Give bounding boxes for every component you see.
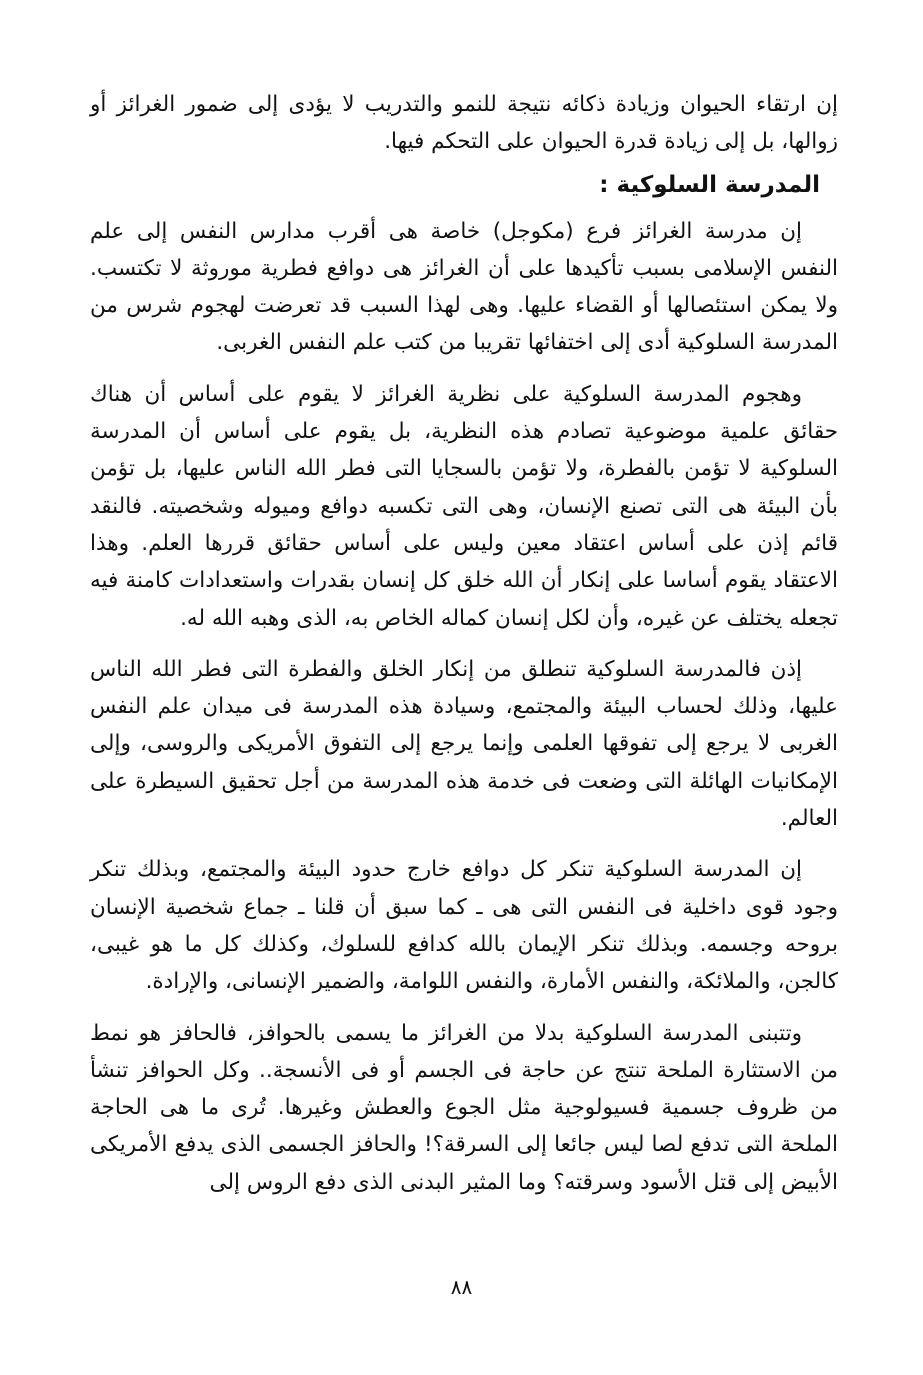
section-heading-behaviorism: المدرسة السلوكية : [599, 171, 820, 198]
paragraph-denial-of-creation: إذن فالمدرسة السلوكية تنطلق من إنكار الخلق والفطرة التى فطر الله الناس عليها، وذلك لحساب البيئة والمجتمع، وسيادة هذه المدرسة فى ميدان علم النفس الغربى لا يرجع إلى تفوقها العلمى وإنما يرجع إلى التفوق الأمريكى والروسى، وإلى الإمكانيات الهائلة التى وضعت فى خدمة هذه المدرسة من أجل تحقيق السيطرة على العالم. [90, 656, 838, 832]
paragraph-gap [90, 362, 838, 376]
paragraph-gap [90, 637, 838, 651]
paragraph-drives: وتتبنى المدرسة السلوكية بدلا من الغرائز ما يسمى بالحوافز، فالحافز هو نمط من الاستثارة الملحة تنتج عن حاجة فى الجسم أو فى الأنسجة.. وكل الحوافز تنشأ من ظروف جسمية فسيولوجية مثل الجوع والعطش وغيرها. تُرى ما هى الحاجة الملحة التى تدفع لصا ليس جائعا إلى السرقة؟! والحافز الجسمى الذى يدفع الأمريكى الأبيض إلى قتل الأسود وسرقته؟ وما المثير البدنى الذى دفع الروس إلى [90, 1020, 838, 1195]
paragraph-intro: إن ارتقاء الحيوان وزيادة ذكائه نتيجة للنمو والتدريب لا يؤدى إلى ضمور الغرائز أو زوالها، بل إلى زيادة قدرة الحيوان على التحكم فيها. [90, 92, 838, 155]
paragraph-gap [90, 837, 838, 851]
paragraph-instinct-school: إن مدرسة الغرائز فرع (مكوجل) خاصة هى أقرب مدارس النفس إلى علم النفس الإسلامى بسبب تأكيدها على أن الغرائز هى دوافع فطرية موروثة لا تكتسب. ولا يمكن استئصالها أو القضاء عليها. وهى لهذا السبب قد تعرضت لهجوم شرس من المدرسة السلوكية أدى إلى اختفائها تقريبا من كتب علم النفس الغربى. [90, 218, 838, 356]
paragraph-attack-on-instincts: وهجوم المدرسة السلوكية على نظرية الغرائز لا يقوم على أساس أن هناك حقائق علمية موضوعية تصادم هذه النظرية، بل يقوم على أساس أن المدرسة السلوكية لا تؤمن بالفطرة، ولا تؤمن بالسجايا التى فطر الله الناس عليها، بل تؤمن بأن البيئة هى التى تصنع الإنسان، وهى التى تكسبه دوافع وميوله وشخصيته. فالنقد قائم إذن على أساس اعتقاد معين وليس على أساس حقائق قررها العلم. وهذا الاعتقاد يقوم أساسا على إنكار أن الله خلق كل إنسان بقدرات واستعدادات كامنة فيه تجعله يختلف عن غيره، وأن لكل إنسان كماله الخاص به، الذى وهبه الله له. [90, 381, 838, 631]
paragraph-denial-of-inner-forces: إن المدرسة السلوكية تنكر كل دوافع خارج حدود البيئة والمجتمع، وبذلك تنكر وجود قوى داخلية فى النفس التى هى ـ كما سبق أن قلنا ـ جماع شخصية الإنسان بروحه وجسمه. وبذلك تنكر الإيمان بالله كدافع للسلوك، وكذلك كل ما هو غيبى، كالجن، والملائكة، والنفس الأمارة، والنفس اللوامة، والضمير الإنسانى، والإرادة. [90, 857, 838, 995]
page-body [90, 86, 838, 1201]
paragraph-gap [90, 1001, 838, 1015]
page-number: ٨٨ [450, 1275, 473, 1299]
